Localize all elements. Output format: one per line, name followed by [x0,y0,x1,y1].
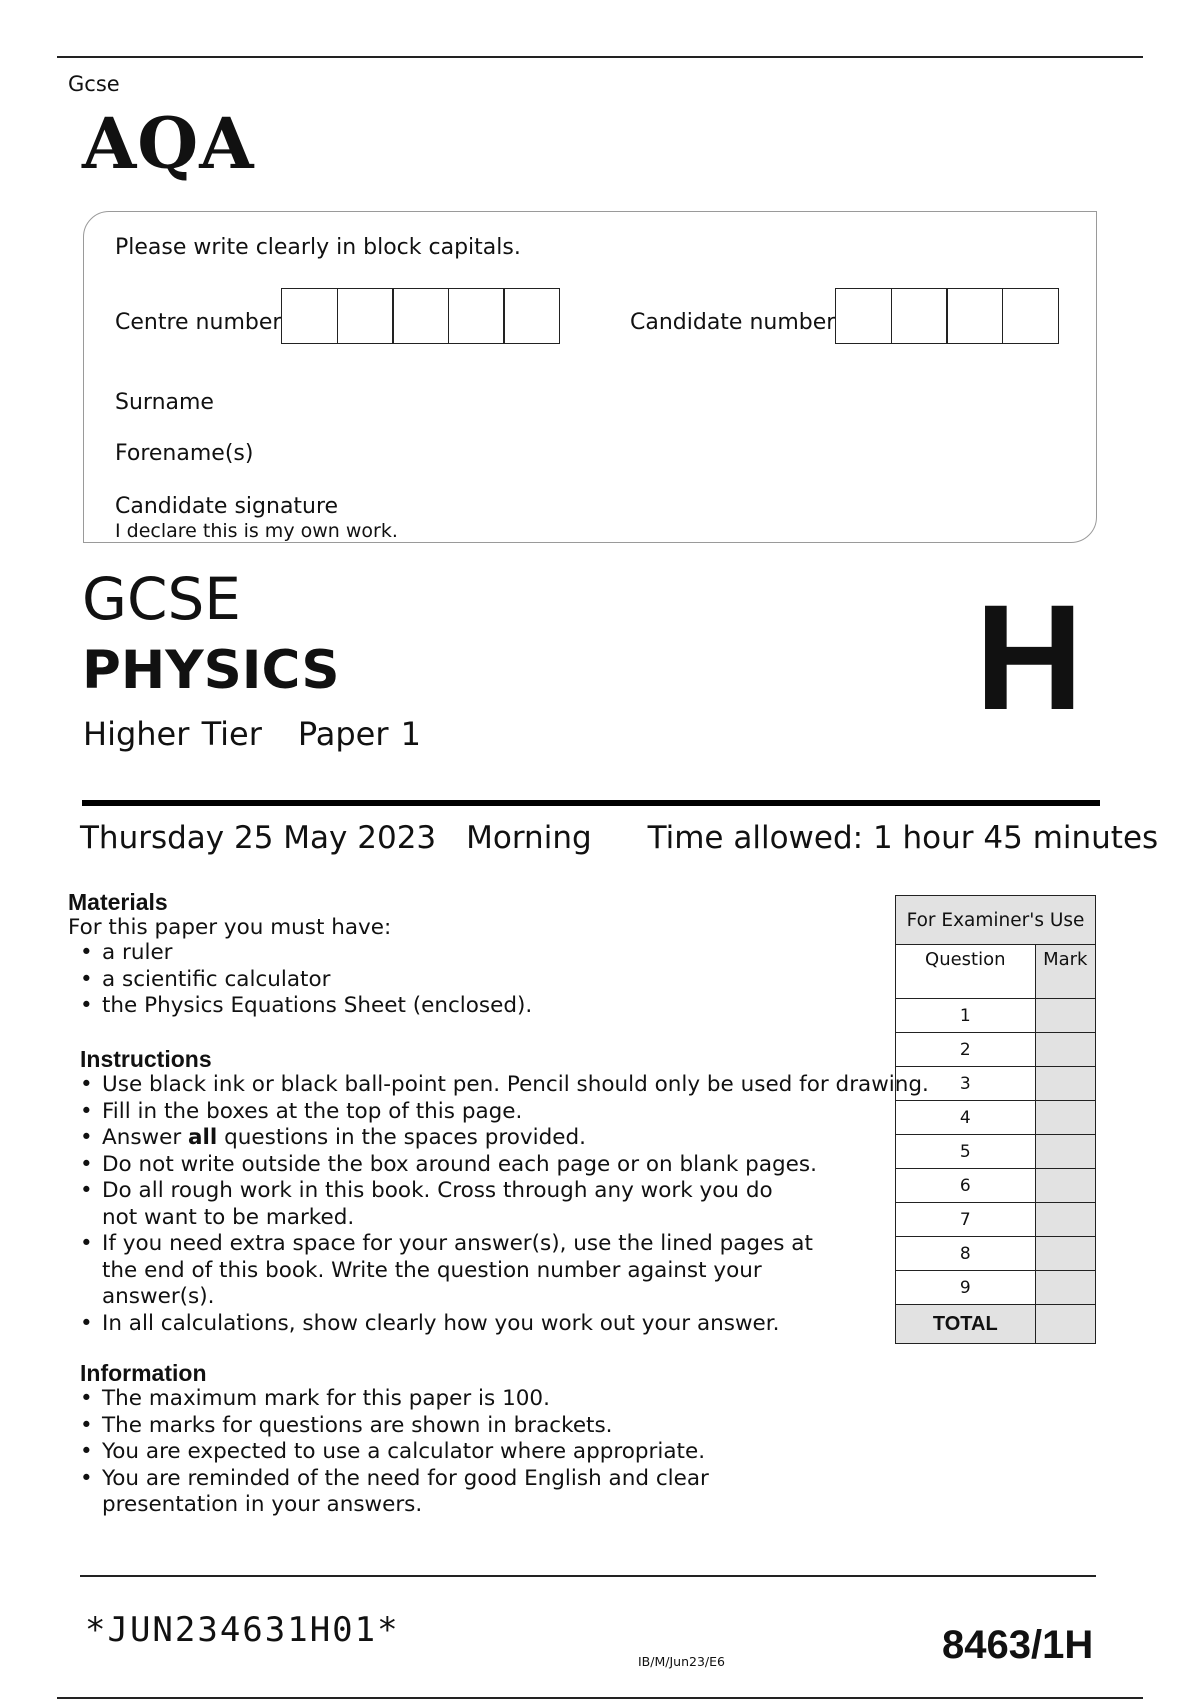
bottom-rule [57,1697,1143,1699]
question-number: 6 [896,1169,1036,1203]
candidate-number-digit-box[interactable] [835,288,892,344]
question-number: 5 [896,1135,1036,1169]
list-item: • Use black ink or black ball-point pen. Pencil should only be used for drawing. [78,1072,1102,1099]
list-item: • the Physics Equations Sheet (enclosed). [78,993,798,1020]
exam-date-line [80,820,1158,856]
candidate-number-label: Candidate number [630,310,836,335]
aqa-logo: AQA [82,102,255,185]
mark-cell [1035,1237,1095,1271]
total-mark-cell [1035,1305,1095,1344]
mark-cell [1035,1135,1095,1169]
list-item: • Do not write outside the box around each page or on blank pages. [78,1152,890,1179]
list-item: • a scientific calculator [78,967,798,994]
qualification-title: GCSE [82,565,241,633]
list-item: • You are reminded of the need for good English and clear presentation in your answers. [78,1466,762,1519]
mark-cell [1035,1101,1095,1135]
question-number: 3 [896,1067,1036,1101]
list-item: • Do all rough work in this book. Cross through any work you do not want to be marked. [78,1178,812,1231]
emphasis-all: all [188,1125,218,1150]
candidate-number-digit-box[interactable] [1002,288,1059,344]
information-heading: Information [80,1360,207,1386]
list-item: • a ruler [78,940,798,967]
paper-label: Paper 1 [297,715,422,753]
mark-cell [1035,999,1095,1033]
tier-and-paper [83,715,421,753]
list-item: • The marks for questions are shown in brackets. [78,1413,798,1440]
mark-cell [1035,1203,1095,1237]
information-list [78,1386,798,1519]
centre-number-digit-box[interactable] [281,288,338,344]
exam-session: Morning [466,820,592,856]
mark-cell [1035,1067,1095,1101]
centre-number-label: Centre number [115,310,282,335]
signature-label: Candidate signature [115,494,339,519]
question-column-header: Question [896,945,1036,999]
paper-code: 8463/1H [942,1623,1094,1667]
mark-cell [1035,1033,1095,1067]
instructions-list [78,1072,929,1337]
candidate-number-digit-box[interactable] [946,288,1003,344]
top-rule [57,56,1143,58]
question-number: 7 [896,1203,1036,1237]
question-number: 9 [896,1271,1036,1305]
question-number: 1 [896,999,1036,1033]
footer-rule [80,1575,1096,1577]
list-item-text: questions in the spaces provided. [217,1125,586,1150]
list-item: • The maximum mark for this paper is 100. [78,1386,798,1413]
list-item [78,1125,890,1152]
title-divider [82,800,1100,806]
forenames-label: Forename(s) [115,441,254,466]
centre-number-digit-box[interactable] [448,288,505,344]
list-item: • You are expected to use a calculator where appropriate. [78,1439,798,1466]
list-item: • Fill in the boxes at the top of this page. [78,1099,890,1126]
mark-cell [1035,1271,1095,1305]
list-item-text: Answer [102,1125,189,1150]
exam-date: Thursday 25 May 2023 [80,820,437,856]
candidate-number-digit-box[interactable] [891,288,948,344]
candidate-number-boxes[interactable] [835,288,1059,344]
examiners-use-title: For Examiner's Use [896,896,1096,945]
qualification-kicker: Gcse [68,72,120,96]
centre-number-digit-box[interactable] [392,288,449,344]
list-item: • If you need extra space for your answer(s), use the lined pages at the end of this book. Write the question number against your answer(s). [78,1231,842,1311]
examiners-use-table [895,895,1096,1344]
total-label: TOTAL [896,1305,1036,1344]
question-number: 4 [896,1101,1036,1135]
document-reference: IB/M/Jun23/E6 [638,1654,725,1669]
surname-label: Surname [115,390,214,415]
block-capitals-instruction: Please write clearly in block capitals. [115,235,521,260]
instructions-heading: Instructions [80,1046,212,1072]
materials-list [78,940,798,1020]
tier-letter: H [975,573,1084,741]
centre-number-digit-box[interactable] [503,288,560,344]
mark-cell [1035,1169,1095,1203]
materials-heading: Materials [68,889,168,915]
centre-number-boxes[interactable] [281,288,560,344]
mark-column-header: Mark [1035,945,1095,999]
subject-title: PHYSICS [82,640,340,701]
tier-label: Higher Tier [83,715,262,753]
materials-intro: For this paper you must have: [68,915,392,940]
declaration-text: I declare this is my own work. [115,520,398,542]
centre-number-digit-box[interactable] [337,288,394,344]
question-number: 8 [896,1237,1036,1271]
list-item: • In all calculations, show clearly how you work out your answer. [78,1311,890,1338]
barcode-text: *JUN234631H01* [85,1610,400,1650]
time-allowed: Time allowed: 1 hour 45 minutes [647,820,1159,856]
question-number: 2 [896,1033,1036,1067]
